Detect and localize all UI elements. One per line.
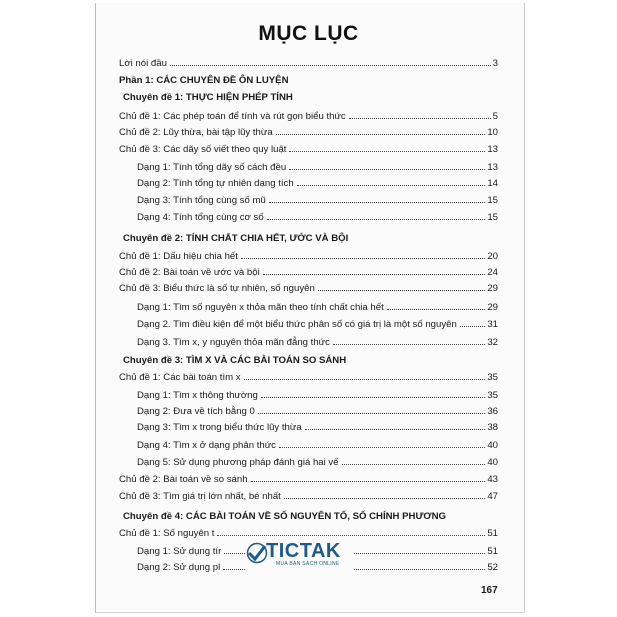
toc-entry-title: Chủ đề 2: Bài toán về ước và bội [119, 267, 260, 278]
toc-entry-title: Lời nói đầu [119, 58, 167, 69]
toc-page-number: 13 [487, 162, 498, 173]
toc-page-number: 29 [487, 302, 498, 313]
page-title: MỤC LỤC [258, 22, 359, 45]
toc-entry-title: Chủ đề 3: Các dãy số viết theo quy luật [119, 144, 287, 155]
toc-page-number: 47 [487, 491, 498, 502]
tictak-logo-icon [246, 542, 268, 564]
toc-page-number: 24 [487, 267, 498, 278]
toc-entry-title: Dạng 2: Đưa về tích bằng 0 [137, 406, 255, 417]
toc-subentry[interactable] [137, 177, 498, 191]
toc-subentry[interactable] [137, 211, 498, 225]
toc-section-heading: Chuyên đề 1: THỰC HIỆN PHÉP TÍNH [123, 92, 293, 103]
toc-entry-title: Dạng 4: Tìm x ở dạng phân thức [137, 440, 276, 451]
toc-entry[interactable] [119, 57, 498, 71]
dot-leader [284, 498, 485, 499]
toc-page-number: 15 [487, 212, 498, 223]
toc-entry[interactable] [119, 126, 498, 140]
dot-leader [217, 535, 485, 536]
toc-entry-title: Dạng 5: Sử dụng phương pháp đánh giá hai vế [137, 457, 339, 468]
dot-leader [276, 134, 486, 135]
toc-page-number: 51 [487, 528, 498, 539]
toc-page-number: 31 [487, 319, 498, 330]
toc-entry-title: Chủ đề 1: Các phép toán để tính và rút gọn biểu thức [119, 111, 346, 122]
toc-entry-title: Dạng 3: Tính tổng cùng số mũ [137, 195, 266, 206]
dot-leader [258, 413, 485, 414]
dot-leader [251, 481, 486, 482]
toc-subentry[interactable] [137, 301, 498, 315]
toc-entry[interactable] [119, 282, 498, 296]
dot-leader [261, 397, 486, 398]
dot-leader [297, 185, 486, 186]
dot-leader [333, 344, 485, 345]
dot-leader [244, 379, 486, 380]
toc-page-number: 35 [487, 372, 498, 383]
toc-entry[interactable] [119, 490, 498, 504]
toc-page-number: 5 [492, 111, 498, 122]
toc-page-number: 51 [487, 546, 498, 557]
toc-page-number: 13 [487, 144, 498, 155]
dot-leader [305, 429, 486, 430]
tictak-watermark-logo [246, 539, 354, 573]
toc-entry-title: Dạng 3. Tìm x, y nguyên thỏa mãn đẳng thức [137, 337, 330, 348]
toc-entry-title: Chủ đề 3: Biểu thức là số tự nhiên, số nguyên [119, 283, 315, 294]
toc-page-number: 14 [487, 178, 498, 189]
toc-entry-title: Dạng 1: Tìm x thông thường [137, 390, 258, 401]
toc-entry[interactable] [119, 250, 498, 264]
dot-leader [387, 309, 486, 310]
toc-subentry[interactable] [137, 405, 498, 419]
toc-page-number: 36 [487, 406, 498, 417]
toc-page-number: 38 [487, 422, 498, 433]
toc-section-heading: Chuyên đề 4: CÁC BÀI TOÁN VỀ SỐ NGUYÊN TỐ, SỐ CHÍNH PHƯƠNG [123, 511, 446, 522]
toc-entry[interactable] [119, 473, 498, 487]
tictak-tagline: MUA BÁN SÁCH ONLINE [276, 561, 340, 567]
toc-subentry[interactable] [137, 389, 498, 403]
dot-leader [460, 326, 486, 327]
dot-leader [267, 219, 486, 220]
toc-page-number: 40 [487, 457, 498, 468]
toc-subentry[interactable] [137, 161, 498, 175]
dot-leader [170, 65, 491, 66]
toc-entry-title: Chủ đề 2: Bài toán về so sánh [119, 474, 248, 485]
toc-entry-title: Dạng 1: Sử dụng tír [137, 546, 222, 557]
toc-section-heading: Chuyên đề 2: TÍNH CHẤT CHIA HẾT, ƯỚC VÀ BỘI [123, 233, 349, 244]
toc-subentry[interactable] [137, 318, 498, 332]
toc-page-number: 3 [492, 58, 498, 69]
dot-leader [289, 169, 485, 170]
toc-page-number: 32 [487, 337, 498, 348]
dot-leader [269, 202, 485, 203]
toc-entry-title: Chủ đề 3: Tìm giá trị lớn nhất, bé nhất [119, 491, 281, 502]
toc-entry-title: Dạng 3: Tìm x trong biểu thức lũy thừa [137, 422, 302, 433]
toc-entry-title: Dạng 2. Tìm điều kiện để một biểu thức phân số có giá trị là một số nguyên [137, 319, 457, 330]
toc-entry-title: Dạng 1: Tìm số nguyên x thỏa mãn theo tính chất chia hết [137, 302, 384, 313]
toc-entry-title: Dạng 4: Tính tổng cùng cơ số [137, 212, 264, 223]
toc-subentry[interactable] [137, 421, 498, 435]
toc-entry[interactable] [119, 266, 498, 280]
toc-entry[interactable] [119, 143, 498, 157]
toc-entry-title: Dạng 2: Sử dụng pl [137, 562, 221, 573]
dot-leader [241, 258, 485, 259]
toc-subentry[interactable] [137, 194, 498, 208]
toc-entry-title: Dạng 1: Tính tổng dãy số cách đều [137, 162, 287, 173]
toc-page-number: 40 [487, 440, 498, 451]
toc-entry[interactable] [119, 371, 498, 385]
toc-subentry[interactable] [137, 336, 498, 350]
toc-page-number: 43 [487, 474, 498, 485]
toc-entry-title: Chủ đề 1: Các bài toán tìm x [119, 372, 241, 383]
toc-entry-title: Chủ đề 2: Lũy thừa, bài tập lũy thừa [119, 127, 273, 138]
tictak-brand: TICTAK [266, 540, 341, 562]
dot-leader [318, 290, 486, 291]
dot-leader [349, 118, 491, 119]
toc-page-number: 10 [487, 127, 498, 138]
page-number: 167 [481, 585, 498, 596]
toc-page-number: 20 [487, 251, 498, 262]
dot-leader [263, 274, 486, 275]
toc-page-number: 15 [487, 195, 498, 206]
toc-entry[interactable] [119, 110, 498, 124]
dot-leader [342, 464, 486, 465]
toc-subentry[interactable] [137, 439, 498, 453]
toc-entry-title: Chủ đề 1: Dấu hiệu chia hết [119, 251, 238, 262]
toc-entry-title: Chủ đề 1: Số nguyên t [119, 528, 215, 539]
dot-leader [279, 447, 485, 448]
toc-page-number: 29 [487, 283, 498, 294]
toc-section-heading: Chuyên đề 3: TÌM X VÀ CÁC BÀI TOÁN SO SÁNH [123, 355, 347, 366]
dot-leader [289, 151, 485, 152]
toc-page-number: 52 [487, 562, 498, 573]
toc-entry-title: Dạng 2: Tính tổng tự nhiên dạng tích [137, 178, 294, 189]
toc-part-heading: Phần 1: CÁC CHUYÊN ĐỀ ÔN LUYỆN [119, 75, 289, 86]
toc-page-number: 35 [487, 390, 498, 401]
toc-subentry[interactable] [137, 456, 498, 470]
